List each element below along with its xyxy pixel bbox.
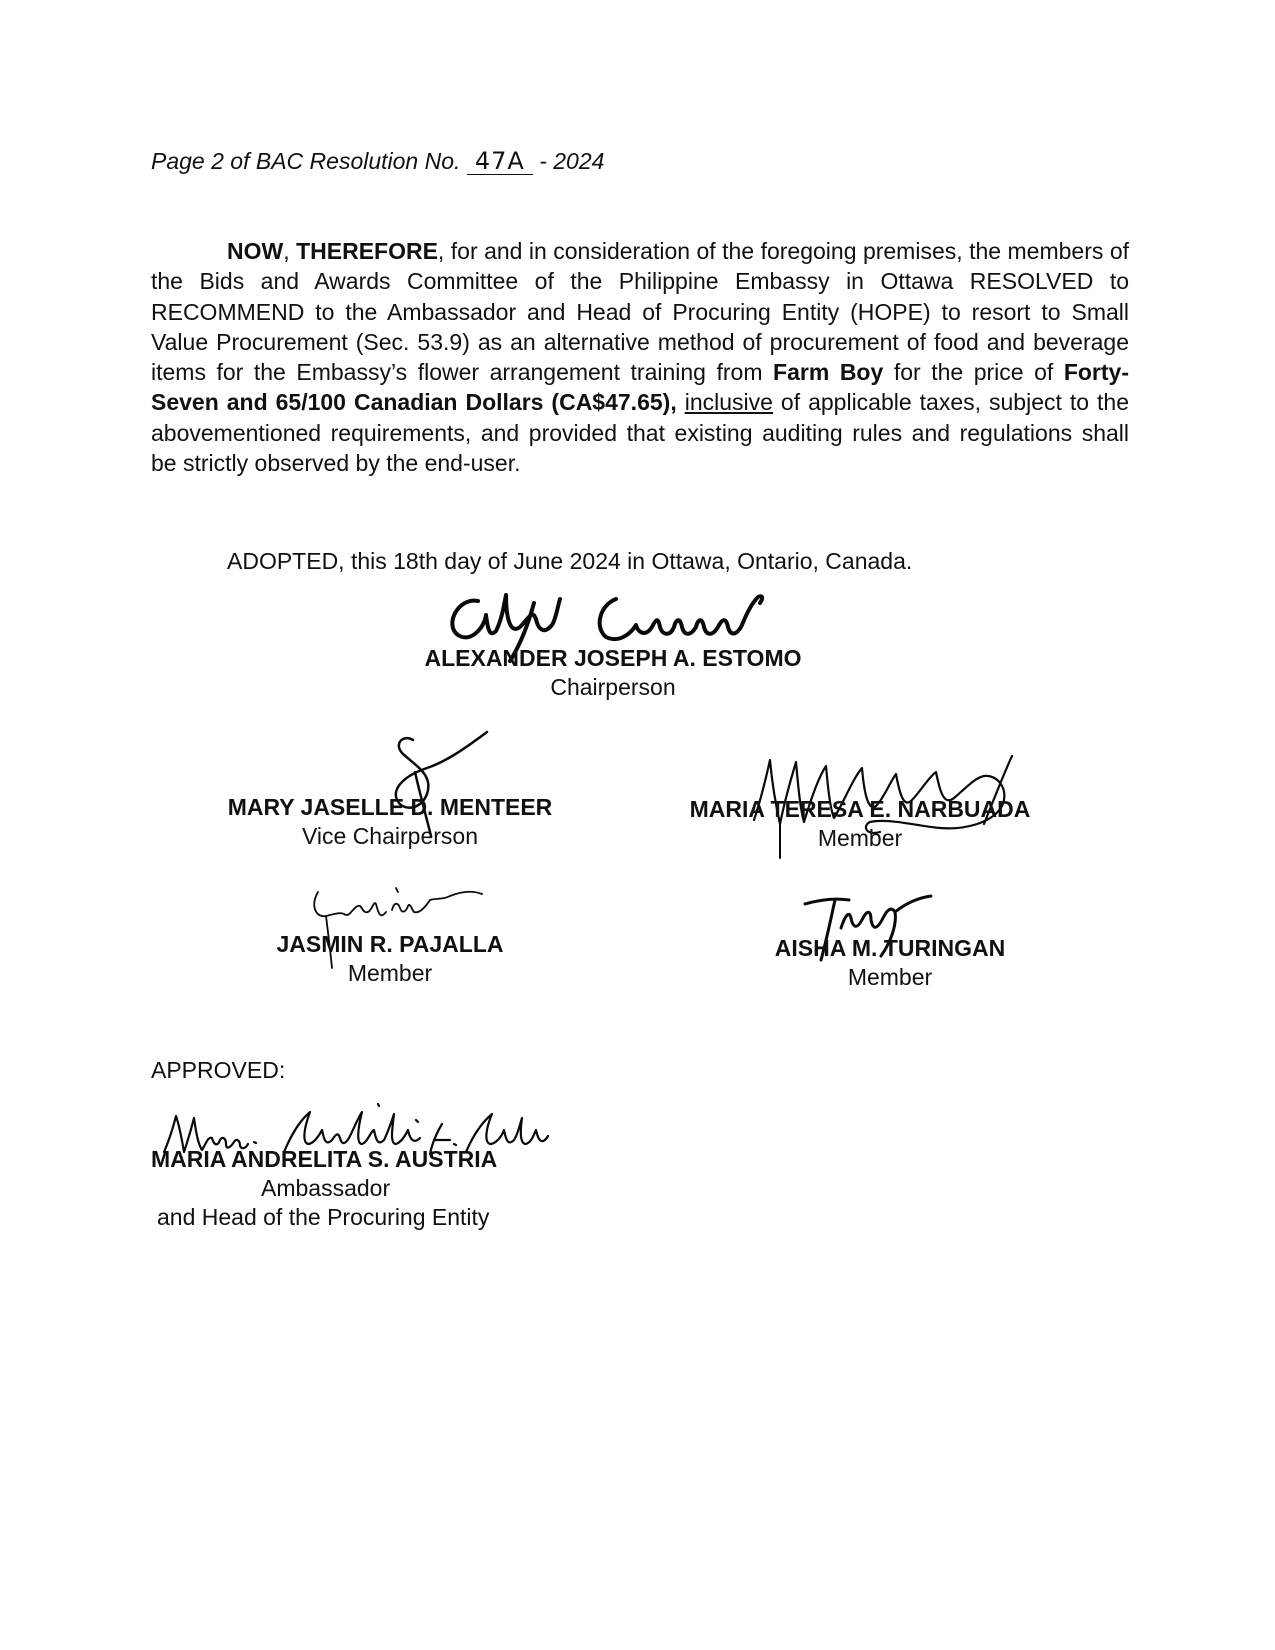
vendor-name: Farm Boy: [773, 359, 884, 386]
chairperson-name: ALEXANDER JOSEPH A. ESTOMO: [424, 645, 802, 671]
header-suffix: - 2024: [539, 148, 605, 174]
member-turingan-name: AISHA M. TURINGAN: [774, 935, 1006, 961]
resolution-text-2: for the price of: [883, 359, 1064, 386]
member-pajalla-block: [200, 930, 580, 988]
chairperson-role: Chairperson: [550, 674, 676, 700]
member-narbuada-name: MARIA TERESA E. NARBUADA: [689, 796, 1031, 822]
page-header: [151, 148, 604, 175]
resolution-text-3: of applicable taxes, subject to the abovementioned requirements, and provided that existing auditing rules and regulations shall be strictly observed by the end-user.: [151, 389, 1130, 477]
vice-chairperson-role: Vice Chairperson: [301, 823, 478, 849]
vice-chairperson-name: MARY JASELLE D. MENTEER: [227, 794, 553, 820]
header-prefix: Page 2 of BAC Resolution No.: [151, 148, 461, 174]
lead-therefore: THEREFORE: [296, 238, 438, 264]
member-turingan-role: Member: [847, 964, 933, 990]
approver-name: MARIA ANDRELITA S. AUSTRIA: [151, 1146, 498, 1172]
resolution-number: 47A: [467, 148, 533, 175]
approver-role-line-1: Ambassador: [261, 1175, 391, 1201]
member-narbuada-block: [660, 795, 1060, 853]
resolution-paragraph: NOW, THEREFORE, for and in consideration of the foregoing premises, the members of the Bids and Awards Committee of the Philippine Embassy in Ottawa RESOLVED to RECOMMEND to the Ambassador and Head of Procuring Entity (HOPE) to resort to Small Value Procurement (Sec. 53.9) as an alternative method of procurement of food and beverage items for the Embassy’s flower arrangement training from Farm Boy for the price of Forty-Seven and 65/100 Canadian Dollars (CA$47.65), inclusive of applicable taxes, subject to the abovementioned requirements, and provided that existing auditing rules and regulations shall be strictly observed by the end-user.: [151, 238, 1130, 477]
price-amount: Forty-Seven and 65/100 Canadian Dollars (CA$47.65),: [151, 359, 1129, 416]
member-turingan-block: [690, 934, 1090, 992]
approver-block: [151, 1145, 521, 1232]
inclusive-word: inclusive: [684, 389, 773, 416]
approver-role-line-2: and Head of the Procuring Entity: [157, 1204, 490, 1230]
lead-now: NOW: [227, 238, 284, 264]
member-narbuada-role: Member: [817, 825, 903, 851]
member-pajalla-name: JASMIN R. PAJALLA: [276, 931, 504, 957]
chairperson-block: [402, 644, 824, 702]
approved-label: APPROVED:: [151, 1057, 286, 1083]
resolution-text-1: , for and in consideration of the foregoing premises, the members of the Bids and Awards Committee of the Philippine Embassy in Ottawa RESOLVED to RECOMMEND to the Ambassador and Head of Procuring Entity (HOPE) to resort to Small Value Procurement (Sec. 53.9) as an alternative method of procurement of food and beverage items for the Embassy’s flower arrangement training from: [151, 238, 1130, 386]
adoption-statement: ADOPTED, this 18th day of June 2024 in Ottawa, Ontario, Canada.: [227, 548, 913, 574]
member-pajalla-role: Member: [347, 960, 433, 986]
vice-chairperson-block: [180, 793, 600, 851]
